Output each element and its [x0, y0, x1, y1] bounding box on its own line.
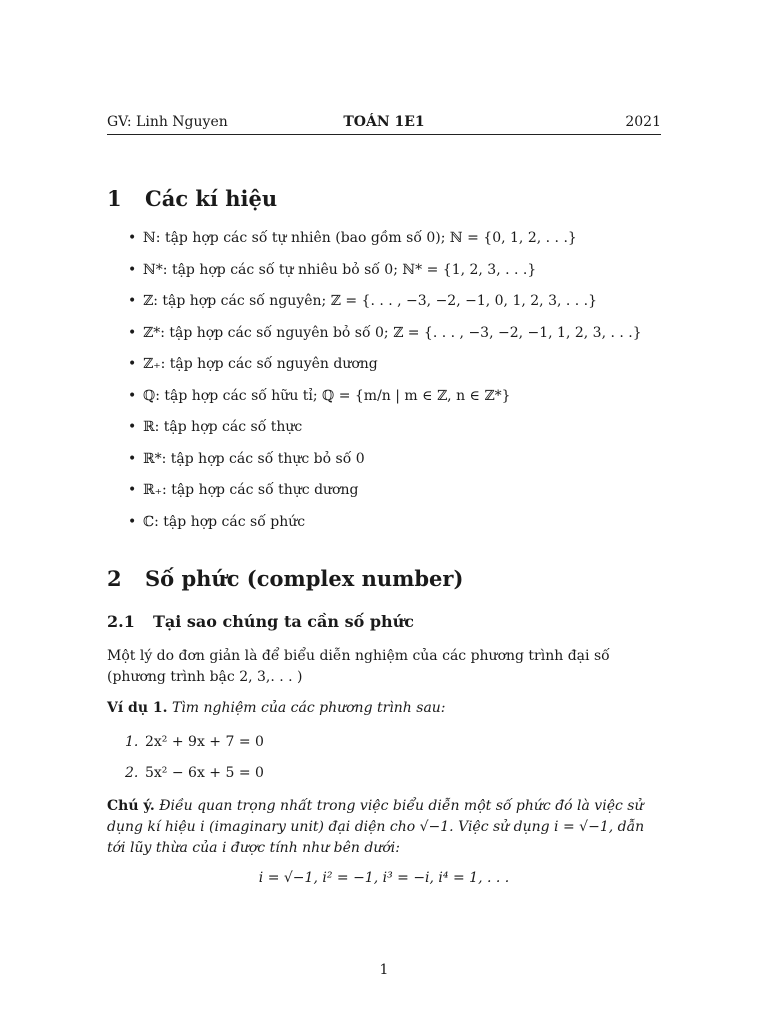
header-year: 2021	[625, 114, 661, 130]
section-2-number: 2	[107, 566, 122, 591]
page-header	[107, 114, 661, 135]
list-item: • ℕ*: tập hợp các số tự nhiêu bỏ số 0; ℕ* = {1, 2, 3, . . .}	[128, 261, 537, 278]
equation-item-1: 1. 2x² + 9x + 7 = 0	[125, 734, 264, 750]
header-author: GV: Linh Nguyen	[107, 114, 228, 130]
equation-item-2: 2. 5x² − 6x + 5 = 0	[125, 765, 264, 781]
list-item: • ℤ: tập hợp các số nguyên; ℤ = {. . . , −3, −2, −1, 0, 1, 2, 3, . . .}	[128, 293, 598, 309]
header-course: TOÁN 1E1	[343, 114, 425, 130]
list-item: • ℕ: tập hợp các số tự nhiên (bao gồm số 0); ℕ = {0, 1, 2, . . .}	[128, 230, 577, 246]
list-item: • ℝ₊: tập hợp các số thực dương	[128, 482, 359, 498]
list-item: • ℤ₊: tập hợp các số nguyên dương	[128, 356, 378, 372]
page-number: 1	[379, 962, 389, 978]
display-equation: i = √−1, i² = −1, i³ = −i, i⁴ = 1, . . .	[258, 870, 510, 886]
example-label: Ví dụ 1.	[107, 700, 168, 716]
section-1-number: 1	[107, 186, 122, 211]
symbol-list	[128, 230, 642, 545]
example-paragraph	[107, 698, 663, 719]
list-item: • ℚ: tập hợp các số hữu tỉ; ℚ = {m/n | m ∈ ℤ, n ∈ ℤ*}	[128, 387, 511, 404]
note-paragraph	[107, 796, 663, 859]
section-1-heading	[107, 186, 277, 211]
note-text: Điều quan trọng nhất trong việc biểu diễn một số phức đó là việc sử dụng kí hiệu i (imaginary unit) đại diện cho √−1. Việc sử dụng i = √−1, dẫn tới lũy thừa của i được tính như bên dưới:	[107, 798, 645, 856]
list-item: • ℝ: tập hợp các số thực	[128, 419, 303, 435]
example-text: Tìm nghiệm của các phương trình sau:	[171, 700, 446, 716]
section-1-title: Các kí hiệu	[145, 186, 278, 211]
list-item: • ℝ*: tập hợp các số thực bỏ số 0	[128, 450, 365, 467]
section-2-heading	[107, 566, 463, 591]
intro-paragraph: Một lý do đơn giản là để biểu diễn nghiệm của các phương trình đại số (phương trình bậc 2, 3,. . . )	[107, 648, 610, 685]
section-2-title: Số phức (complex number)	[145, 566, 464, 591]
note-label: Chú ý.	[107, 798, 155, 814]
subsection-2-1-number: 2.1	[107, 612, 135, 631]
list-item: • ℂ: tập hợp các số phức	[128, 513, 306, 530]
list-item: • ℤ*: tập hợp các số nguyên bỏ số 0; ℤ = {. . . , −3, −2, −1, 1, 2, 3, . . .}	[128, 324, 642, 341]
subsection-2-1-heading	[107, 612, 414, 631]
subsection-2-1-title: Tại sao chúng ta cần số phức	[153, 612, 415, 631]
